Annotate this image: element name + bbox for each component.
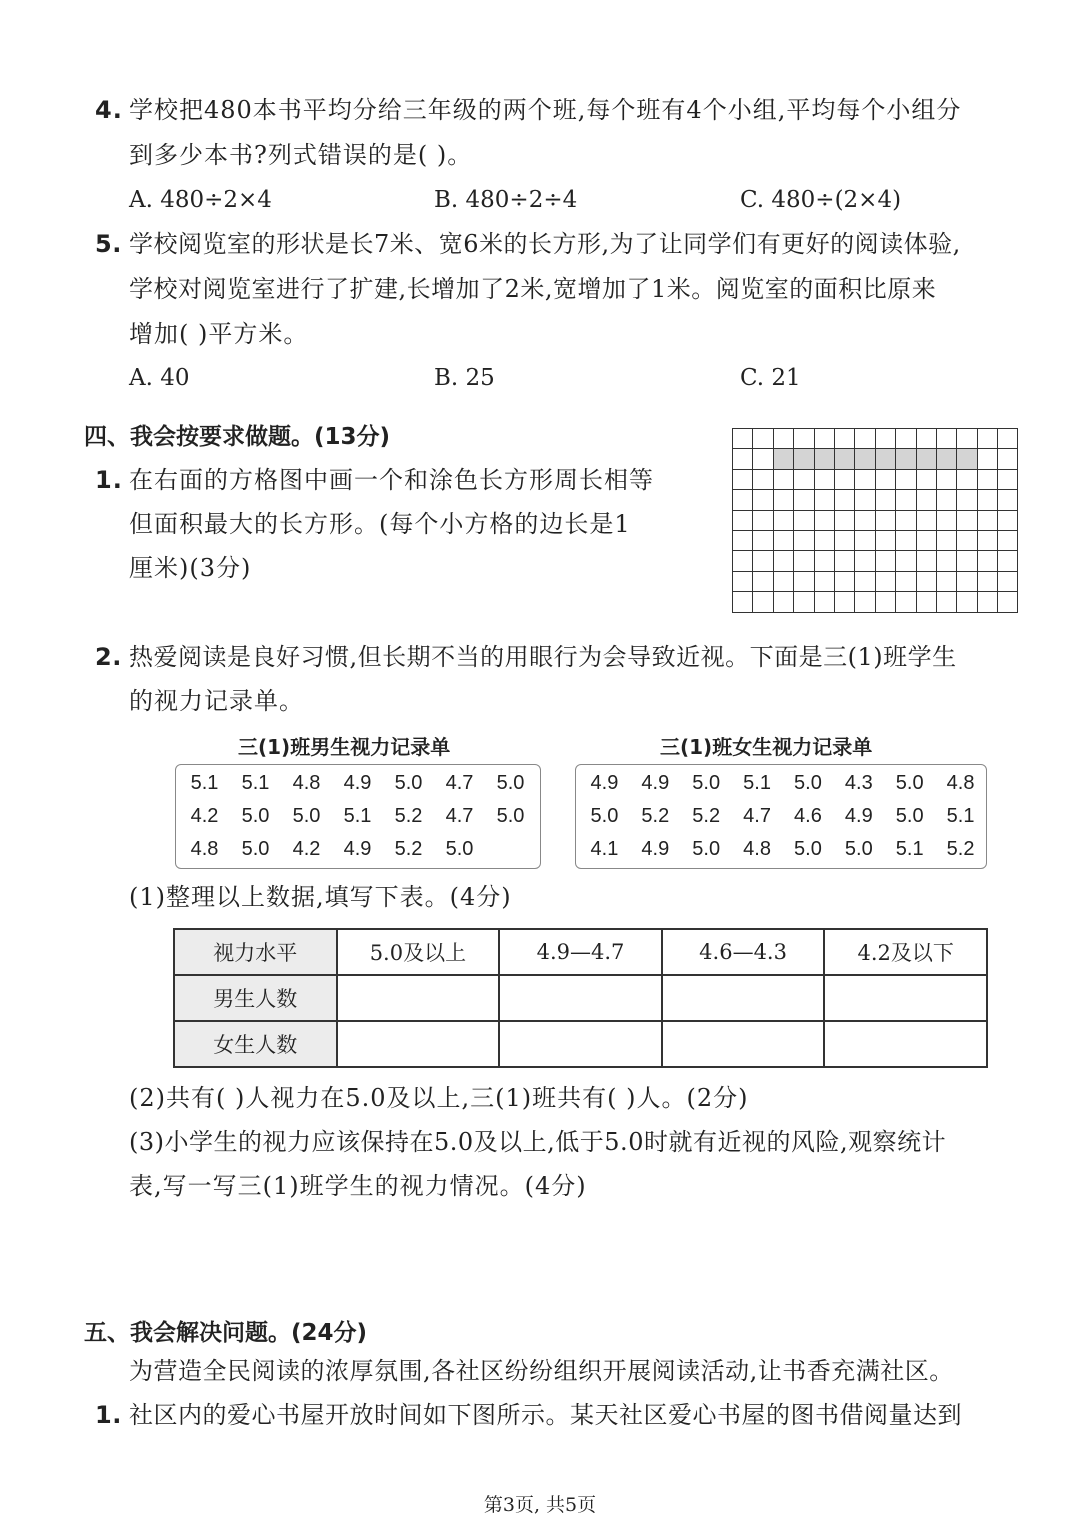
q4-option-c: C. 480÷(2×4) xyxy=(740,187,902,213)
grid-cell[interactable] xyxy=(977,490,997,510)
girls-value: 5.0 xyxy=(895,805,924,827)
grid-cell-shaded[interactable] xyxy=(936,449,956,469)
q5-line3: 增加( )平方米。 xyxy=(129,320,309,348)
boys-value: 5.0 xyxy=(496,805,525,827)
stats-header-4.2-below: 4.2及以下 xyxy=(824,929,987,975)
stats-label-boys: 男生人数 xyxy=(174,975,337,1021)
s4-q2-line2: 的视力记录单。 xyxy=(129,687,304,715)
grid-cell[interactable] xyxy=(998,449,1018,469)
vision-stats-table xyxy=(173,928,988,1068)
grid-cell[interactable] xyxy=(875,490,895,510)
grid-cell[interactable] xyxy=(977,551,997,571)
girls-record-title: 三(1)班女生视力记录单 xyxy=(660,735,873,759)
girls-row xyxy=(576,800,986,833)
girls-value: 4.6 xyxy=(794,805,822,827)
grid-cell[interactable] xyxy=(875,592,895,612)
s4-q1-text-1: 在右面的方格图中画一个和涂色长方形周长相等 xyxy=(129,466,654,494)
stats-input-cell[interactable] xyxy=(499,975,662,1021)
grid-cell[interactable] xyxy=(733,469,753,489)
grid-row xyxy=(733,551,1018,571)
grid-cell[interactable] xyxy=(957,592,977,612)
grid-cell[interactable] xyxy=(794,429,814,449)
grid-cell[interactable] xyxy=(936,429,956,449)
grid-row xyxy=(733,530,1018,550)
boys-value: 5.0 xyxy=(394,772,423,794)
grid-cell[interactable] xyxy=(957,510,977,530)
grid-cell[interactable] xyxy=(773,530,793,550)
grid-cell[interactable] xyxy=(896,469,916,489)
grid-cell[interactable] xyxy=(834,510,854,530)
grid-cell[interactable] xyxy=(896,530,916,550)
grid-cell[interactable] xyxy=(834,592,854,612)
grid-cell[interactable] xyxy=(773,429,793,449)
girls-value: 4.1 xyxy=(590,838,619,860)
grid-cell[interactable] xyxy=(753,469,773,489)
grid-cell[interactable] xyxy=(753,571,773,591)
grid-cell-shaded[interactable] xyxy=(773,449,793,469)
grid-cell[interactable] xyxy=(896,571,916,591)
section4-title: 四、我会按要求做题。(13分) xyxy=(84,424,391,450)
grid-cell[interactable] xyxy=(896,429,916,449)
grid-cell[interactable] xyxy=(794,571,814,591)
s4-q2-sub1: (1)整理以上数据,填写下表。(4分) xyxy=(129,883,512,911)
boys-value: 5.2 xyxy=(394,838,423,860)
grid-cell[interactable] xyxy=(733,592,753,612)
girls-row xyxy=(576,833,986,866)
grid-cell[interactable] xyxy=(936,571,956,591)
grid-cell[interactable] xyxy=(773,469,793,489)
grid-cell[interactable] xyxy=(855,592,875,612)
grid-cell[interactable] xyxy=(855,571,875,591)
grid-cell[interactable] xyxy=(753,490,773,510)
grid-cell[interactable] xyxy=(936,530,956,550)
grid-cell[interactable] xyxy=(896,510,916,530)
grid-cell-shaded[interactable] xyxy=(814,449,834,469)
grid-cell[interactable] xyxy=(916,592,936,612)
grid-cell[interactable] xyxy=(814,571,834,591)
girls-value: 4.9 xyxy=(641,838,670,860)
girls-value: 4.9 xyxy=(641,772,670,794)
grid-cell[interactable] xyxy=(773,551,793,571)
grid-cell[interactable] xyxy=(875,551,895,571)
girls-value: 4.8 xyxy=(743,838,771,860)
s4-q1-line2: 但面积最大的长方形。(每个小方格的边长是1 xyxy=(129,510,631,538)
q4-text-1: 学校把480本书平均分给三年级的两个班,每个班有4个小组,平均每个小组分 xyxy=(129,96,962,124)
page-footer: 第3页, 共5页 xyxy=(483,1494,597,1516)
q4-line1 xyxy=(95,95,961,125)
grid-cell[interactable] xyxy=(875,510,895,530)
grid-cell[interactable] xyxy=(753,592,773,612)
grid-cell[interactable] xyxy=(977,469,997,489)
square-grid[interactable] xyxy=(732,428,1018,613)
boys-value: 4.7 xyxy=(445,772,474,794)
boys-value: 5.0 xyxy=(496,772,525,794)
stats-input-cell[interactable] xyxy=(824,975,987,1021)
girls-record-box xyxy=(575,764,987,869)
boys-value: 4.8 xyxy=(190,838,219,860)
q5-line2: 学校对阅览室进行了扩建,长增加了2米,宽增加了1米。阅览室的面积比原来 xyxy=(129,275,937,303)
grid-cell[interactable] xyxy=(936,592,956,612)
grid-cell[interactable] xyxy=(916,490,936,510)
grid-cell[interactable] xyxy=(814,551,834,571)
grid-cell[interactable] xyxy=(733,490,753,510)
grid-cell[interactable] xyxy=(753,551,773,571)
boys-value: 4.2 xyxy=(292,838,321,860)
grid-cell[interactable] xyxy=(916,469,936,489)
boys-value: 4.9 xyxy=(343,772,372,794)
stats-header-row xyxy=(174,929,987,975)
grid-cell[interactable] xyxy=(875,530,895,550)
girls-value: 5.2 xyxy=(641,805,670,827)
grid-cell[interactable] xyxy=(794,490,814,510)
grid-cell[interactable] xyxy=(733,530,753,550)
grid-cell-shaded[interactable] xyxy=(855,449,875,469)
grid-cell[interactable] xyxy=(957,551,977,571)
girls-value: 5.0 xyxy=(692,772,721,794)
grid-cell[interactable] xyxy=(957,429,977,449)
section5-intro: 为营造全民阅读的浓厚氛围,各社区纷纷组织开展阅读活动,让书香充满社区。 xyxy=(129,1357,954,1385)
grid-cell[interactable] xyxy=(794,592,814,612)
grid-cell[interactable] xyxy=(814,469,834,489)
boys-record-title: 三(1)班男生视力记录单 xyxy=(238,735,451,759)
s4-q2-line1 xyxy=(95,642,957,672)
grid-cell[interactable] xyxy=(977,571,997,591)
grid-cell[interactable] xyxy=(794,469,814,489)
stats-input-cell[interactable] xyxy=(499,1021,662,1067)
boys-value: 5.0 xyxy=(241,838,270,860)
grid-cell[interactable] xyxy=(794,510,814,530)
grid-cell[interactable] xyxy=(733,571,753,591)
girls-value: 4.8 xyxy=(946,772,975,794)
stats-input-cell[interactable] xyxy=(824,1021,987,1067)
girls-value: 5.1 xyxy=(946,805,975,827)
stats-input-cell[interactable] xyxy=(662,1021,825,1067)
grid-cell[interactable] xyxy=(998,571,1018,591)
boys-row xyxy=(176,800,540,833)
grid-cell-shaded[interactable] xyxy=(896,449,916,469)
grid-row xyxy=(733,490,1018,510)
stats-input-cell[interactable] xyxy=(337,975,500,1021)
grid-cell[interactable] xyxy=(875,429,895,449)
girls-value: 5.1 xyxy=(743,772,771,794)
q5-line1 xyxy=(95,229,961,259)
girls-value: 4.7 xyxy=(743,805,771,827)
grid-cell-shaded[interactable] xyxy=(834,449,854,469)
grid-cell[interactable] xyxy=(733,429,753,449)
stats-input-cell[interactable] xyxy=(337,1021,500,1067)
girls-value: 4.3 xyxy=(844,772,873,794)
grid-cell[interactable] xyxy=(998,530,1018,550)
grid-cell[interactable] xyxy=(977,510,997,530)
grid-cell[interactable] xyxy=(753,510,773,530)
grid-cell[interactable] xyxy=(773,571,793,591)
grid-cell[interactable] xyxy=(834,551,854,571)
grid-cell[interactable] xyxy=(834,429,854,449)
grid-row xyxy=(733,571,1018,591)
s4-q2-sub3-line2: 表,写一写三(1)班学生的视力情况。(4分) xyxy=(129,1172,587,1200)
grid-cell[interactable] xyxy=(936,490,956,510)
grid-cell[interactable] xyxy=(957,490,977,510)
grid-cell[interactable] xyxy=(875,469,895,489)
boys-row xyxy=(176,833,540,866)
q5-option-c: C. 21 xyxy=(740,365,801,391)
grid-cell[interactable] xyxy=(998,490,1018,510)
grid-cell[interactable] xyxy=(977,449,997,469)
s4-q1-line3: 厘米)(3分) xyxy=(129,554,252,582)
q4-option-a: A. 480÷2×4 xyxy=(129,187,272,213)
grid-cell[interactable] xyxy=(916,571,936,591)
grid-cell[interactable] xyxy=(814,510,834,530)
stats-header-5.0-above: 5.0及以上 xyxy=(337,929,500,975)
girls-value: 5.1 xyxy=(895,838,924,860)
boys-value: 5.1 xyxy=(241,772,270,794)
grid-cell[interactable] xyxy=(936,469,956,489)
girls-value: 5.0 xyxy=(794,772,822,794)
grid-cell[interactable] xyxy=(773,592,793,612)
grid-cell[interactable] xyxy=(998,551,1018,571)
q5-option-b: B. 25 xyxy=(434,365,495,391)
grid-cell[interactable] xyxy=(814,490,834,510)
stats-header-4.6-4.3: 4.6—4.3 xyxy=(662,929,825,975)
grid-cell[interactable] xyxy=(998,429,1018,449)
boys-value: 5.1 xyxy=(343,805,372,827)
girls-row xyxy=(576,767,986,800)
grid-row xyxy=(733,429,1018,449)
grid-cell[interactable] xyxy=(733,449,753,469)
s4-q2-text-1: 热爱阅读是良好习惯,但长期不当的用眼行为会导致近视。下面是三(1)班学生 xyxy=(129,643,957,671)
stats-row-girls xyxy=(174,1021,987,1067)
grid-cell[interactable] xyxy=(794,530,814,550)
girls-value: 5.2 xyxy=(692,805,721,827)
girls-value: 5.0 xyxy=(794,838,822,860)
boys-record-box xyxy=(175,764,541,869)
grid-cell[interactable] xyxy=(733,510,753,530)
boys-value: 4.2 xyxy=(190,805,219,827)
s5-q1-text-1: 社区内的爱心书屋开放时间如下图所示。某天社区爱心书屋的图书借阅量达到 xyxy=(129,1401,962,1429)
grid-row xyxy=(733,449,1018,469)
girls-value: 5.0 xyxy=(844,838,873,860)
girls-value: 5.0 xyxy=(895,772,924,794)
s4-q1-line1 xyxy=(95,465,654,495)
q4-option-b: B. 480÷2÷4 xyxy=(434,187,578,213)
grid-cell[interactable] xyxy=(814,592,834,612)
grid-cell[interactable] xyxy=(773,510,793,530)
boys-value: 4.8 xyxy=(292,772,321,794)
s4-q1-number: 1. xyxy=(95,466,123,494)
stats-header-4.9-4.7: 4.9—4.7 xyxy=(499,929,662,975)
s5-q1-line1 xyxy=(95,1400,962,1430)
grid-cell[interactable] xyxy=(773,490,793,510)
grid-cell[interactable] xyxy=(814,429,834,449)
grid-row xyxy=(733,592,1018,612)
grid-cell[interactable] xyxy=(855,490,875,510)
q4-line2: 到多少本书?列式错误的是( )。 xyxy=(129,141,473,169)
grid-cell[interactable] xyxy=(977,530,997,550)
grid-cell[interactable] xyxy=(916,551,936,571)
grid-cell-shaded[interactable] xyxy=(794,449,814,469)
grid-cell[interactable] xyxy=(916,510,936,530)
grid-cell[interactable] xyxy=(936,510,956,530)
boys-value: 5.0 xyxy=(292,805,321,827)
grid-cell[interactable] xyxy=(834,490,854,510)
grid-cell[interactable] xyxy=(936,551,956,571)
grid-cell-shaded[interactable] xyxy=(916,449,936,469)
grid-cell[interactable] xyxy=(855,510,875,530)
q5-number: 5. xyxy=(95,230,122,258)
grid-cell[interactable] xyxy=(753,530,773,550)
grid-cell[interactable] xyxy=(916,429,936,449)
grid-cell-shaded[interactable] xyxy=(957,449,977,469)
grid-cell[interactable] xyxy=(998,469,1018,489)
q5-option-a: A. 40 xyxy=(129,365,190,391)
grid-cell[interactable] xyxy=(977,429,997,449)
grid-cell[interactable] xyxy=(855,551,875,571)
girls-value: 4.9 xyxy=(590,772,619,794)
grid-cell[interactable] xyxy=(814,530,834,550)
girls-value: 5.2 xyxy=(946,838,975,860)
grid-cell[interactable] xyxy=(794,551,814,571)
grid-cell[interactable] xyxy=(998,510,1018,530)
grid-cell[interactable] xyxy=(977,592,997,612)
grid-cell[interactable] xyxy=(855,469,875,489)
q4-number: 4. xyxy=(95,96,123,124)
boys-value: 5.2 xyxy=(394,805,423,827)
girls-value: 5.0 xyxy=(692,838,721,860)
s4-q2-sub3-line1: (3)小学生的视力应该保持在5.0及以上,低于5.0时就有近视的风险,观察统计 xyxy=(129,1128,947,1156)
grid-cell[interactable] xyxy=(896,490,916,510)
s4-q2-number: 2. xyxy=(95,643,122,671)
grid-cell[interactable] xyxy=(998,592,1018,612)
stats-label-girls: 女生人数 xyxy=(174,1021,337,1067)
grid-cell[interactable] xyxy=(957,530,977,550)
boys-value: 4.7 xyxy=(445,805,474,827)
boys-value: 4.9 xyxy=(343,838,372,860)
q5-text-1: 学校阅览室的形状是长7米、宽6米的长方形,为了让同学们有更好的阅读体验, xyxy=(129,230,961,258)
grid-row xyxy=(733,510,1018,530)
grid-cell[interactable] xyxy=(855,429,875,449)
grid-cell[interactable] xyxy=(733,551,753,571)
grid-cell[interactable] xyxy=(855,530,875,550)
girls-value: 5.0 xyxy=(590,805,619,827)
grid-cell[interactable] xyxy=(875,571,895,591)
s4-q2-sub2: (2)共有( )人视力在5.0及以上,三(1)班共有( )人。(2分) xyxy=(129,1084,749,1112)
stats-row-boys xyxy=(174,975,987,1021)
boys-value: 5.0 xyxy=(445,838,474,860)
grid-cell[interactable] xyxy=(834,530,854,550)
grid-cell[interactable] xyxy=(957,571,977,591)
grid-cell[interactable] xyxy=(834,469,854,489)
stats-input-cell[interactable] xyxy=(662,975,825,1021)
grid-cell[interactable] xyxy=(753,449,773,469)
boys-row xyxy=(176,767,540,800)
grid-cell[interactable] xyxy=(896,592,916,612)
boys-value: 5.0 xyxy=(241,805,270,827)
grid-cell[interactable] xyxy=(896,551,916,571)
grid-cell[interactable] xyxy=(957,469,977,489)
grid-cell-shaded[interactable] xyxy=(875,449,895,469)
stats-header-level: 视力水平 xyxy=(174,929,337,975)
boys-value: 5.1 xyxy=(190,772,219,794)
grid-cell[interactable] xyxy=(834,571,854,591)
s5-q1-number: 1. xyxy=(95,1401,122,1429)
grid-row xyxy=(733,469,1018,489)
section5-title: 五、我会解决问题。(24分) xyxy=(84,1320,368,1346)
grid-cell[interactable] xyxy=(916,530,936,550)
girls-value: 4.9 xyxy=(844,805,873,827)
grid-cell[interactable] xyxy=(753,429,773,449)
